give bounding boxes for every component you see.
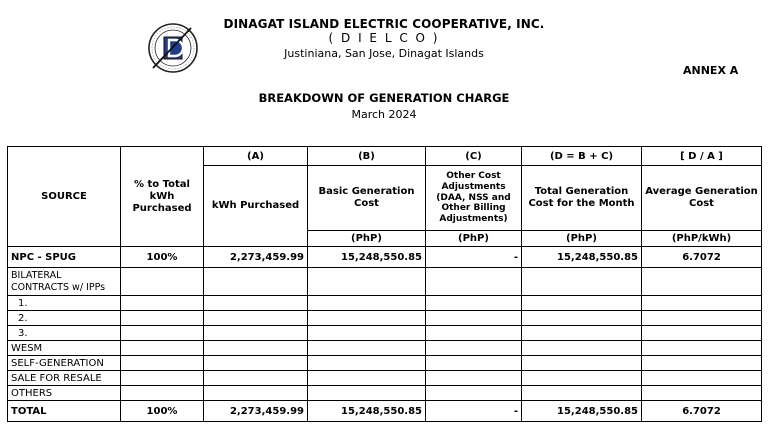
cell-source: OTHERS [8, 386, 121, 401]
cell-other [426, 311, 522, 326]
cell-total [522, 341, 642, 356]
cell-pct: 100% [121, 401, 204, 422]
cell-other [426, 296, 522, 311]
cell-source: 3. [8, 326, 121, 341]
cell-source: NPC - SPUG [8, 247, 121, 268]
cell-source: SELF-GENERATION [8, 356, 121, 371]
org-name: DINAGAT ISLAND ELECTRIC COOPERATIVE, INC. [223, 17, 545, 31]
cell-total [522, 296, 642, 311]
cell-basic [308, 356, 426, 371]
cell-kwh [204, 268, 308, 296]
report-period: March 2024 [351, 108, 417, 121]
cell-source: SALE FOR RESALE [8, 371, 121, 386]
cell-basic [308, 268, 426, 296]
cell-pct [121, 371, 204, 386]
table-row [8, 371, 762, 386]
cell-basic [308, 311, 426, 326]
table-row [8, 326, 762, 341]
table-row [8, 356, 762, 371]
cell-kwh [204, 326, 308, 341]
cell-source: 1. [8, 296, 121, 311]
cell-total [522, 356, 642, 371]
header-source: SOURCE [8, 147, 121, 247]
cell-basic [308, 296, 426, 311]
cell-basic: 15,248,550.85 [308, 401, 426, 422]
unit-other: (PhP) [426, 231, 522, 247]
table-row [8, 386, 762, 401]
cell-other [426, 326, 522, 341]
cell-source: BILATERAL CONTRACTS w/ IPPs [8, 268, 121, 296]
cell-avg [642, 386, 762, 401]
cell-source: TOTAL [8, 401, 121, 422]
cell-avg [642, 371, 762, 386]
unit-avg: (PhP/kWh) [642, 231, 762, 247]
cell-avg [642, 356, 762, 371]
cell-avg [642, 296, 762, 311]
cell-kwh: 2,273,459.99 [204, 247, 308, 268]
cell-avg [642, 268, 762, 296]
table-row [8, 341, 762, 356]
cell-pct: 100% [121, 247, 204, 268]
cell-avg: 6.7072 [642, 247, 762, 268]
cell-kwh [204, 356, 308, 371]
cell-source: WESM [8, 341, 121, 356]
report-title: BREAKDOWN OF GENERATION CHARGE [258, 91, 510, 105]
table-row [8, 268, 762, 296]
cell-total [522, 268, 642, 296]
header-kwh-purchased: kWh Purchased [204, 166, 308, 247]
cell-other [426, 268, 522, 296]
cell-basic [308, 371, 426, 386]
cell-pct [121, 296, 204, 311]
total-row [8, 401, 762, 422]
cell-kwh [204, 386, 308, 401]
cell-kwh [204, 341, 308, 356]
cell-basic [308, 326, 426, 341]
cell-total [522, 386, 642, 401]
cell-source: 2. [8, 311, 121, 326]
cell-kwh: 2,273,459.99 [204, 401, 308, 422]
cell-other [426, 341, 522, 356]
code-d-over-a: [ D / A ] [642, 147, 762, 166]
cell-basic [308, 386, 426, 401]
header-total-generation-cost: Total Generation Cost for the Month [522, 166, 642, 231]
org-abbreviation: ( D I E L C O ) [328, 31, 440, 45]
annex-label: ANNEX A [683, 64, 739, 77]
header-basic-generation-cost: Basic Generation Cost [308, 166, 426, 231]
generation-charge-table [7, 146, 762, 422]
cell-total [522, 311, 642, 326]
cell-avg [642, 326, 762, 341]
cell-total [522, 326, 642, 341]
cell-avg [642, 341, 762, 356]
code-d: (D = B + C) [522, 147, 642, 166]
cell-avg: 6.7072 [642, 401, 762, 422]
cell-other: - [426, 401, 522, 422]
cell-pct [121, 341, 204, 356]
cell-kwh [204, 371, 308, 386]
cell-other [426, 371, 522, 386]
cell-other: - [426, 247, 522, 268]
table-row [8, 247, 762, 268]
header-average-generation-cost: Average Generation Cost [642, 166, 762, 231]
unit-total: (PhP) [522, 231, 642, 247]
cell-avg [642, 311, 762, 326]
cell-pct [121, 326, 204, 341]
cell-kwh [204, 311, 308, 326]
cell-kwh [204, 296, 308, 311]
header-pct-total-kwh: % to Total kWh Purchased [121, 147, 204, 247]
cell-pct [121, 311, 204, 326]
cell-total: 15,248,550.85 [522, 247, 642, 268]
cell-other [426, 386, 522, 401]
code-a: (A) [204, 147, 308, 166]
table-row [8, 296, 762, 311]
code-b: (B) [308, 147, 426, 166]
unit-basic: (PhP) [308, 231, 426, 247]
code-c: (C) [426, 147, 522, 166]
cell-basic: 15,248,550.85 [308, 247, 426, 268]
org-address: Justiniana, San Jose, Dinagat Islands [284, 47, 484, 60]
cell-pct [121, 356, 204, 371]
cell-other [426, 356, 522, 371]
cell-pct [121, 268, 204, 296]
cell-pct [121, 386, 204, 401]
cell-basic [308, 341, 426, 356]
table-row [8, 311, 762, 326]
cell-total [522, 371, 642, 386]
cell-total: 15,248,550.85 [522, 401, 642, 422]
header-other-cost-adjustments: Other Cost Adjustments (DAA, NSS and Other Billing Adjustments) [426, 166, 522, 231]
